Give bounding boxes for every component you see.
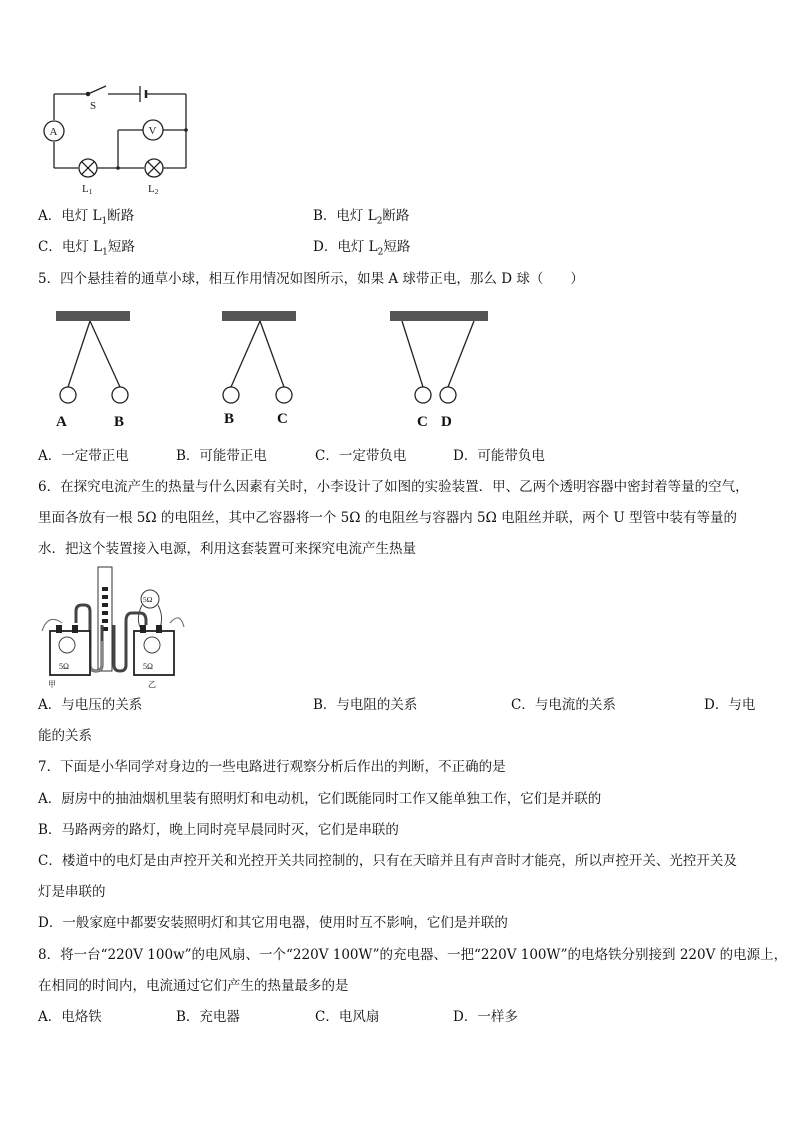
q4-option-b[interactable]: B．电灯 $L_2$断路 xyxy=(313,208,410,227)
q5-stem: 5．四个悬挂着的通草小球，相互作用情况如图所示，如果 A 球带正电，那么 D 球（ ） xyxy=(38,271,584,287)
voltmeter-label: V xyxy=(148,125,157,137)
q6-option-d-continued: 能的关系 xyxy=(38,728,92,744)
q8-option-a[interactable]: A．电烙铁 xyxy=(38,1009,102,1025)
q6-stem-line2: 里面各放有一根 5Ω 的电阻丝，其中乙容器将一个 5Ω 的电阻丝与容器内 5Ω 电阻丝并联，两个 U 型管中装有等量的 xyxy=(38,510,738,526)
ball-label-b2: B xyxy=(224,411,235,427)
q7-option-d[interactable]: D．一般家庭中都要安装照明灯和其它用电器，使用时互不影响，它们是并联的 xyxy=(38,915,508,931)
q5-balls-figure xyxy=(40,305,510,435)
q6-stem-line3: 水．把这个装置接入电源，利用这套装置可来探究电流产生热量 xyxy=(38,541,416,557)
q8-option-d[interactable]: D．一样多 xyxy=(453,1009,518,1025)
q6-apparatus-figure xyxy=(38,565,188,690)
lamp2-label: L2 xyxy=(148,183,159,196)
q6-option-c[interactable]: C．与电流的关系 xyxy=(511,697,616,713)
q4-option-c[interactable]: C．电灯 $L_1$短路 xyxy=(38,239,135,258)
q4-circuit-figure xyxy=(36,80,206,200)
jia-label: 甲 xyxy=(48,680,56,689)
ball-label-c2: C xyxy=(417,414,428,430)
q7-option-a[interactable]: A．厨房中的抽油烟机里装有照明灯和电动机，它们既能同时工作又能单独工作，它们是并联的 xyxy=(38,791,602,807)
ball-label-b: B xyxy=(114,414,125,430)
ball-label-d: D xyxy=(441,414,452,430)
q4-option-a[interactable]: A．电灯 $L_1$断路 xyxy=(38,208,135,227)
ball-label-c: C xyxy=(277,411,288,427)
q7-option-b[interactable]: B．马路两旁的路灯，晚上同时亮早晨同时灭，它们是串联的 xyxy=(38,822,399,838)
q8-option-b[interactable]: B．充电器 xyxy=(176,1009,240,1025)
q8-stem-line1: 8．将一台“220V 100w”的电风扇、一个“220V 100W”的充电器、一把“220V 100W”的电烙铁分别接到 220V 的电源上， xyxy=(38,947,788,963)
q5-option-b[interactable]: B．可能带正电 xyxy=(176,448,267,464)
switch-label: S xyxy=(90,100,97,112)
q5-option-c[interactable]: C．一定带负电 xyxy=(315,448,407,464)
q5-option-d[interactable]: D．可能带负电 xyxy=(453,448,545,464)
q7-option-c[interactable]: C．楼道中的电灯是由声控开关和光控开关共同控制的，只有在天暗并且有声音时才能亮，所以声控开关、光控开关及 xyxy=(38,853,737,869)
q8-stem-line2: 在相同的时间内，电流通过它们产生的热量最多的是 xyxy=(38,978,349,994)
q8-option-c[interactable]: C．电风扇 xyxy=(315,1009,380,1025)
q7-stem: 7．下面是小华同学对身边的一些电路进行观察分析后作出的判断，不正确的是 xyxy=(38,759,506,775)
q6-option-d[interactable]: D．与电 xyxy=(704,697,756,713)
q6-option-a[interactable]: A．与电压的关系 xyxy=(38,697,143,713)
top-resistor-label: 5Ω xyxy=(143,595,153,604)
q4-option-d[interactable]: D．电灯 $L_2$短路 xyxy=(313,239,411,258)
ammeter-label: A xyxy=(49,126,58,138)
q6-option-b[interactable]: B．与电阻的关系 xyxy=(313,697,418,713)
lamp1-label: L1 xyxy=(82,183,93,196)
right-resistor-label: 5Ω xyxy=(143,662,153,671)
q5-option-a[interactable]: A．一定带正电 xyxy=(38,448,129,464)
left-resistor-label: 5Ω xyxy=(59,662,69,671)
ball-label-a: A xyxy=(56,414,67,430)
q7-option-c-continued: 灯是串联的 xyxy=(38,884,106,900)
yi-label: 乙 xyxy=(148,680,156,689)
q6-stem-line1: 6．在探究电流产生的热量与什么因素有关时，小李设计了如图的实验装置．甲、乙两个透明容器中密封着等量的空气， xyxy=(38,479,749,495)
